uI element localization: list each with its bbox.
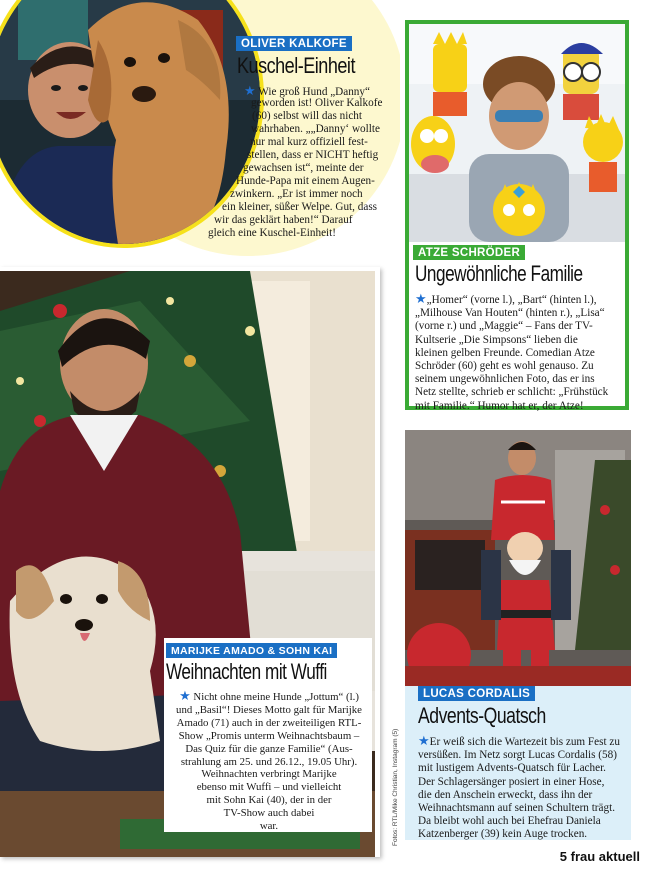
atze-line: (vorne r.) und „Maggie“ – Fans der TV- bbox=[415, 320, 593, 333]
cordalis-line: mit lustigem Advents-Quatsch für Lacher. bbox=[418, 762, 606, 775]
cordalis-line: Da bleibt wohl auch bei Ehefrau Daniela bbox=[418, 815, 601, 828]
amado-body bbox=[166, 690, 372, 833]
brand-name: frau aktuell bbox=[570, 849, 640, 864]
amado-line: strahlung am 25. und 26.12., 19.05 Uhr). bbox=[180, 755, 358, 768]
star-icon: ★ bbox=[244, 83, 256, 98]
atze-photo bbox=[409, 24, 625, 242]
amado-tag: MARIJKE AMADO & SOHN KAI bbox=[166, 643, 337, 658]
star-icon: ★ bbox=[418, 733, 430, 748]
kalkofe-line: gewachsen ist“, meinte der bbox=[243, 162, 364, 174]
kalkofe-line: Hunde-Papa mit einem Augen- bbox=[236, 175, 375, 187]
kalkofe-tag: OLIVER KALKOFE bbox=[236, 36, 352, 51]
amado-line: und „Basil“! Dieses Motto galt für Marijke bbox=[176, 703, 362, 716]
atze-line: Netz stellte, schrieb er schlicht: „Frühstück bbox=[415, 386, 609, 399]
star-icon: ★ bbox=[179, 688, 191, 703]
amado-line: mit Sohn Kai (40), der in der bbox=[206, 794, 332, 807]
kalkofe-line: nur mal kurz offiziell fest- bbox=[250, 136, 368, 148]
amado-line: Amado (71) auch in der zweiteiligen RTL- bbox=[176, 716, 362, 729]
kalkofe-line: stellen, dass er NICHT heftig bbox=[247, 149, 379, 161]
amado-line: Weihnachten verbringt Marijke bbox=[201, 768, 337, 781]
cordalis-line: Der Schlagersänger posiert in einer Hose, bbox=[418, 775, 605, 788]
amado-line: ★ Nicht ohne meine Hunde „Jottum“ (l.) bbox=[179, 688, 359, 703]
cordalis-body bbox=[418, 734, 630, 842]
cordalis-headline: Advents-Quatsch bbox=[418, 703, 546, 728]
atze-line: Schröder (60) geht es wohl genauso. Zu bbox=[415, 360, 594, 373]
amado-line: Show „Promis unterm Weihnachtsbaum – bbox=[178, 729, 360, 742]
page-footer bbox=[540, 849, 640, 864]
atze-tag: ATZE SCHRÖDER bbox=[413, 245, 525, 260]
atze-box bbox=[405, 20, 629, 410]
atze-line: mit Familie.“ Humor hat er, der Atze! bbox=[415, 399, 584, 412]
atze-line: ★„Homer“ (vorne l.), „Bart“ (hinten l.), bbox=[415, 291, 597, 306]
kalkofe-line: gleich eine Kuschel-Einheit! bbox=[208, 227, 336, 239]
kalkofe-body bbox=[0, 84, 400, 244]
atze-line: seinem ungewöhnlichen Foto, das er ins bbox=[415, 373, 595, 386]
kalkofe-line: wir das geklärt haben!“ Darauf bbox=[214, 214, 353, 226]
cordalis-line: die den Anschein erweckt, dass ihn der bbox=[418, 788, 593, 801]
amado-line: TV-Show auch dabei bbox=[223, 807, 315, 820]
cordalis-line: ★Er weiß sich die Wartezeit bis zum Fest zu bbox=[418, 733, 620, 748]
kalkofe-line: wahrhaben. „„Danny‘ wollte bbox=[251, 123, 380, 135]
cordalis-tag: LUCAS CORDALIS bbox=[418, 686, 535, 701]
atze-line: „Milhouse Van Houten“ (hinten r.), „Lisa“ bbox=[415, 307, 605, 320]
atze-line: kleinen gelben Freunde. Comedian Atze bbox=[415, 346, 595, 359]
photo-credit bbox=[389, 700, 401, 850]
cordalis-line: Weihnachtsmann auf seinen Schultern trägt. bbox=[418, 802, 615, 815]
kalkofe-line: zwinkern. „Er ist immer noch bbox=[230, 188, 363, 200]
amado-line: war. bbox=[259, 820, 279, 833]
svg-text:Fotos: RTL/Mike Christian, Ins: Fotos: RTL/Mike Christian, Instagram (5) bbox=[392, 728, 399, 846]
atze-headline: Ungewöhnliche Familie bbox=[415, 261, 583, 286]
kalkofe-headline: Kuschel-Einheit bbox=[237, 53, 355, 78]
atze-body bbox=[415, 292, 625, 413]
page-number: 5 bbox=[559, 849, 568, 864]
cordalis-line: versüßen. Im Netz sorgt Lucas Cordalis (58) bbox=[418, 749, 617, 762]
amado-line: Das Quiz für die ganze Familie“ (Aus- bbox=[185, 742, 353, 755]
star-icon: ★ bbox=[415, 291, 427, 306]
cordalis-line: Katzenberger (39) kein Auge trocken. bbox=[418, 828, 588, 841]
amado-line: ebenso mit Wuffi – und vielleicht bbox=[196, 781, 342, 794]
kalkofe-line: ★ Wie groß Hund „Danny“ bbox=[244, 83, 370, 98]
amado-headline: Weihnachten mit Wuffi bbox=[166, 659, 327, 684]
kalkofe-line: geworden ist! Oliver Kalkofe bbox=[251, 97, 383, 109]
atze-line: Kultserie „Die Simpsons“ lieben die bbox=[415, 333, 578, 346]
kalkofe-line: ein kleiner, süßer Welpe. Gut, dass bbox=[222, 201, 378, 213]
cordalis-photo bbox=[405, 430, 631, 686]
kalkofe-line: (60) selbst will das nicht bbox=[252, 110, 362, 122]
